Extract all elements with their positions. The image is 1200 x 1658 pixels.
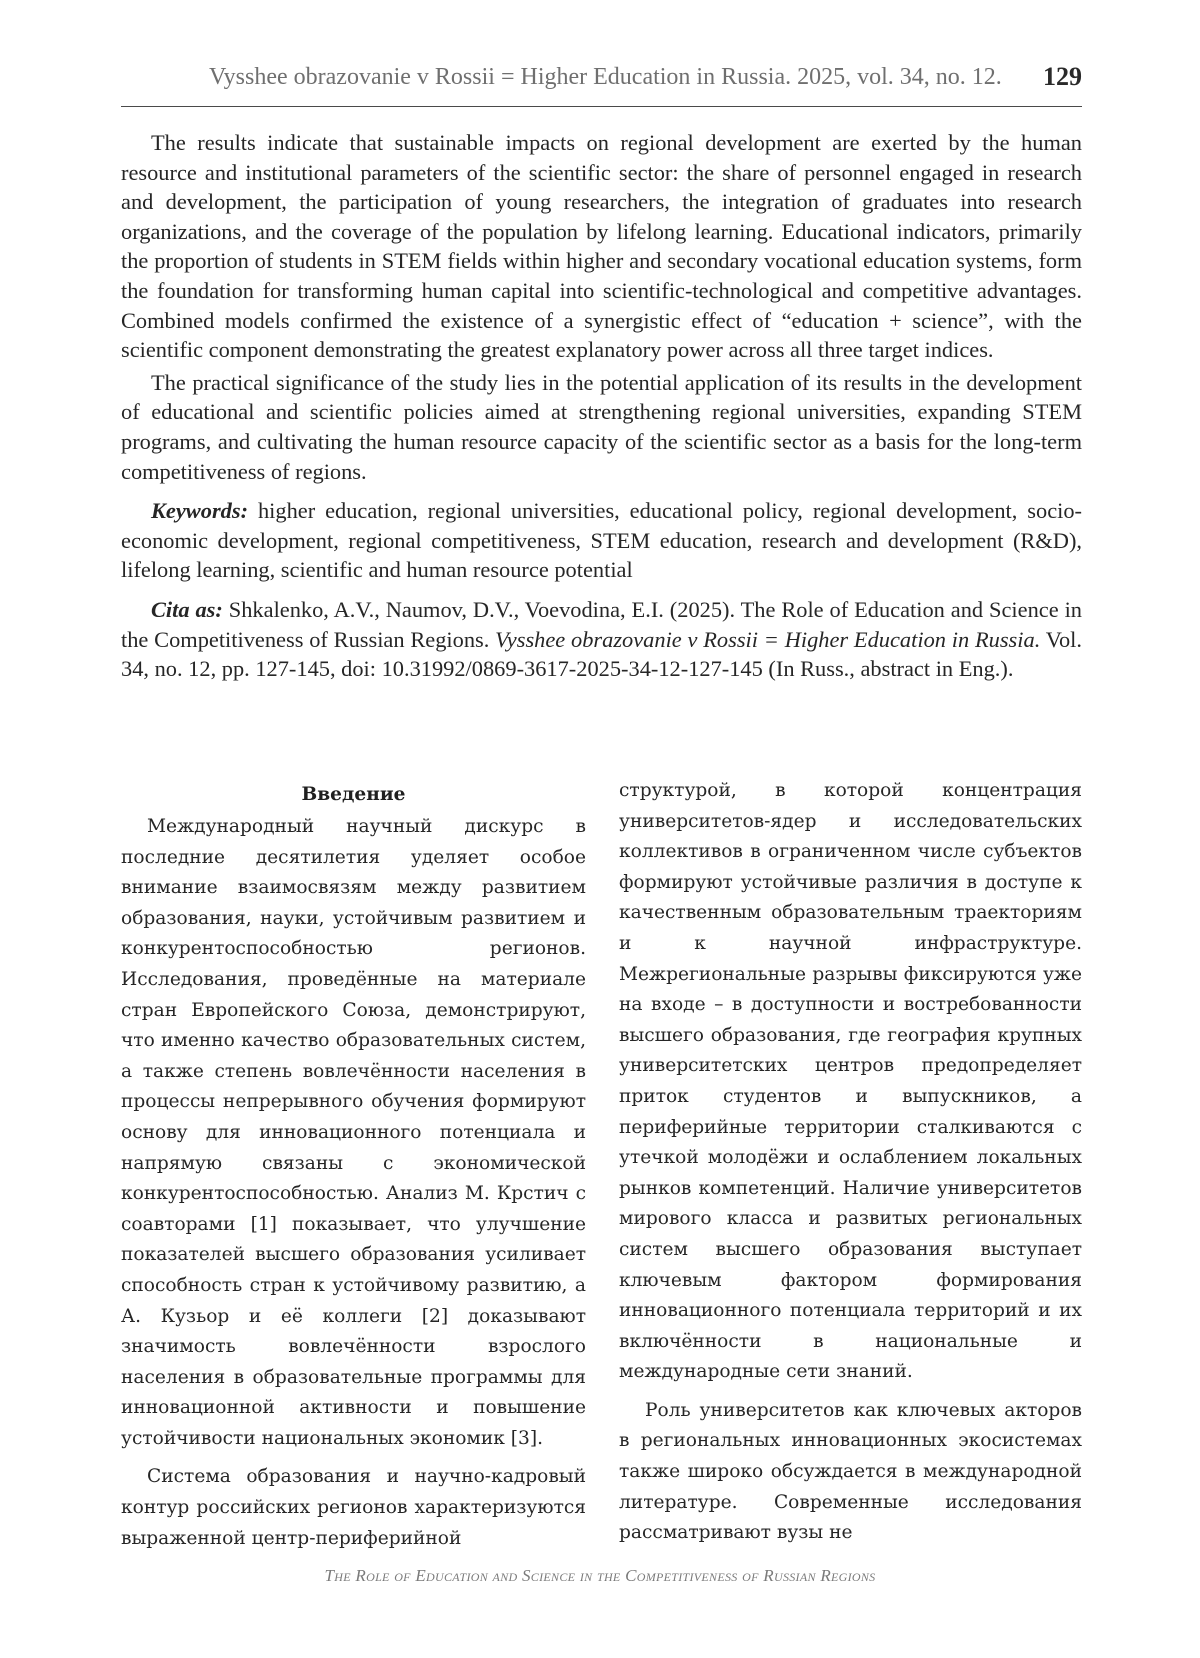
keywords-label: Keywords: bbox=[151, 498, 249, 524]
abstract-significance-paragraph: The practical significance of the study lies in the potential application of its results in the development of educational and scientific policies aimed at strengthening regional universities, expanding STEM programs, and cultivating the human resource capacity of the scientific sector as a basis for the long-term competitiveness of regions. bbox=[121, 369, 1082, 484]
keywords-paragraph bbox=[121, 496, 1082, 585]
keywords-text: higher education, regional universities, educational policy, regional development, socio-economic development, regional competitiveness, STEM education, research and development (R&D), lifelong learning, scientific and human resource potential bbox=[121, 498, 1082, 583]
cite-details: Vol. 34, no. 12, pp. 127-145, doi: 10.31992/0869-3617-2025-34-12-127-145 (In Russ., abstract in Eng.). bbox=[121, 626, 1082, 682]
abstract-block bbox=[121, 128, 1082, 684]
intro-paragraph-2: Система образования и научно-кадровый контур российских регионов характеризуются выраженной центр-периферийной bbox=[121, 1466, 586, 1549]
intro-paragraph-1: Международный научный дискурс в последние десятилетия уделяет особое внимание взаимосвязям между развитием образования, науки, устойчивым развитием и конкурентоспособностью регионов. Исследования, проведённые на материале стран Европейского Союза, демонстрируют, что именно качество образовательных систем, а также степень вовлечённости населения в процессы непрерывного обучения формируют основу для инновационного потенциала и напрямую связаны с экономической конкурентоспособностью. Анализ М. Крстич с соавторами [1] показывает, что улучшение показателей высшего образования усиливает способность стран к устойчивому развитию, а А. Кузьор и её коллеги [2] доказывают значимость вовлечённости взрослого населения в образовательные программы для инновационной активности и повышение устойчивости национальных экономик [3]. bbox=[121, 816, 586, 1449]
cite-label: Cita as: bbox=[151, 596, 223, 622]
running-footer-title: The Role of Education and Science in the Competitiveness of Russian Regions bbox=[324, 1566, 876, 1585]
intro-paragraph-2-continued: структурой, в которой концентрация университетов-ядер и исследовательских коллективов в ограниченном числе субъектов формируют устойчивые различия в доступе к качественным образовательным траекториям и к научной инфраструктуре. Межрегиональные разрывы фиксируются уже на входе – в доступности и востребованности высшего образования, где география крупных университетских центров предопределяет приток студентов и выпускников, а периферийные территории сталкиваются с утечкой молодёжи и ослаблением локальных рынков компетенций. Наличие университетов мирового класса и развитых региональных систем высшего образования выступает ключевым фактором формирования инновационного потенциала территорий и их включённости в национальные и международные сети знаний. bbox=[619, 780, 1082, 1383]
section-heading-introduction: Введение bbox=[301, 784, 406, 805]
right-column bbox=[619, 776, 1082, 1549]
cite-journal: Vysshee obrazovanie v Rossii = Higher Education in Russia. bbox=[495, 626, 1041, 652]
left-column bbox=[121, 782, 586, 1554]
journal-citation-line: Vysshee obrazovanie v Rossii = Higher Education in Russia. 2025, vol. 34, no. 12. bbox=[209, 64, 1002, 90]
intro-paragraph-3: Роль университетов как ключевых акторов в региональных инновационных экосистемах также широко обсуждается в международной литературе. Современные исследования рассматривают вузы не bbox=[619, 1399, 1082, 1544]
citation-paragraph bbox=[121, 595, 1082, 684]
page-number: 129 bbox=[1043, 62, 1082, 91]
cite-authors-title: Shkalenko, A.V., Naumov, D.V., Voevodina, E.I. (2025). The Role of Education and Science in the Competitiveness of Russian Regions. bbox=[121, 596, 1082, 652]
abstract-results-paragraph: The results indicate that sustainable impacts on regional development are exerted by the human resource and institutional parameters of the scientific sector: the share of personnel engaged in research and development, the participation of young researchers, the integration of graduates into research organizations, and the coverage of the population by lifelong learning. Educational indicators, primarily the proportion of students in STEM fields within higher and secondary vocational education systems, form the foundation for transforming human capital into scientific-technological and competitive advantages. Combined models confirmed the existence of a synergistic effect of “education + science”, with the scientific component demonstrating the greatest explanatory power across all three target indices. bbox=[121, 130, 1082, 363]
running-header bbox=[121, 60, 1082, 107]
